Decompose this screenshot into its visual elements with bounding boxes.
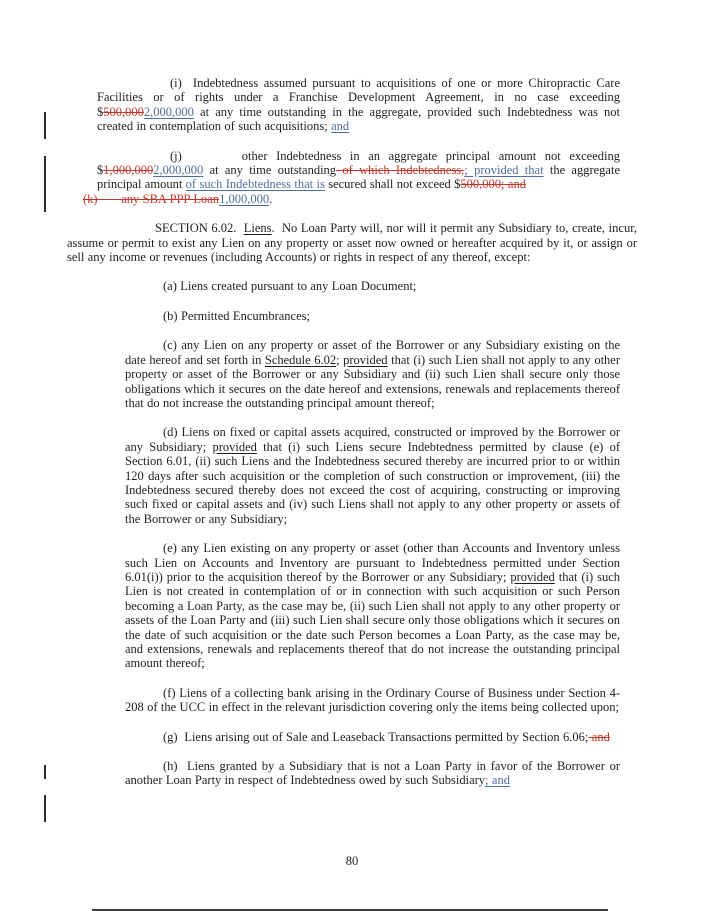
deleted-text: (k) any SBA PPP Loan <box>83 191 220 206</box>
change-bar <box>44 156 46 212</box>
text-run: at any time outstanding in the aggregate, provided such Indebtedness was not created in contemplation of such acquisitions; <box>97 104 620 134</box>
deleted-text: and <box>588 729 610 744</box>
section-6-02 <box>67 221 637 264</box>
text-run: that (i) such Lien shall not apply to any other property or asset of the Borrower or any Subsidiary and (ii) such Lien shall secure only those obligations which it secures on the date hereof and extensions, renewals and replacements thereof that do not increase the outstanding principal amount thereof; <box>125 352 621 410</box>
underlined-text: provided <box>510 569 555 584</box>
underlined-text: Liens <box>243 221 272 236</box>
clause-g <box>125 730 620 744</box>
clause-i <box>97 76 620 134</box>
change-bar <box>44 795 46 822</box>
text-run: (e) any Lien existing on any property or asset (other than Accounts and Inventory unless such Lien on Accounts and Inventory are pursuant to Indebtedness permitted under Section 6.01(i)) prior to the acquisition thereof by the Borrower or any Subsidiary; <box>125 541 620 584</box>
clause-d <box>125 425 620 526</box>
deleted-text: 500,000 <box>103 104 144 119</box>
text-run: at any time outstanding <box>203 163 337 178</box>
clause-c <box>125 338 620 410</box>
text-run: ; <box>336 352 344 367</box>
inserted-text: of such Indebtedness that is <box>185 177 325 192</box>
inserted-text: 2,000,000 <box>143 104 194 119</box>
document-content <box>67 76 637 803</box>
text-run: (a) Liens created pursuant to any Loan Document; <box>163 279 417 294</box>
clause-a <box>125 279 620 293</box>
clause-j <box>97 149 620 192</box>
clause-h <box>125 759 620 788</box>
text-run: (g) Liens arising out of Sale and Leaseback Transactions permitted by Section 6.06; <box>163 729 589 744</box>
text-run: (j) other Indebtedness in an aggregate principal amount not exceeding $ <box>97 148 620 178</box>
text-run: (i) Indebtedness assumed pursuant to acquisitions of one or more Chiropractic Care Facilities or of rights under a Franchise Development Agreement, in no case exceeding $ <box>97 76 620 119</box>
clause-f <box>125 686 620 715</box>
text-run: (c) any Lien on any property or asset of the Borrower or any Subsidiary existing on the date hereof and set forth in <box>125 338 620 367</box>
text-run: (b) Permitted Encumbrances; <box>163 308 310 323</box>
text-run: (f) Liens of a collecting bank arising in the Ordinary Course of Business under Section 4-208 of the UCC in effect in the relevant jurisdiction covering only the items being collected upon; <box>125 685 620 715</box>
underlined-text: provided <box>212 439 257 454</box>
inserted-text: 1,000,000 <box>219 191 270 206</box>
clause-e <box>125 541 620 671</box>
deleted-text: of which Indebtedness, <box>336 163 465 178</box>
change-bar <box>44 765 46 779</box>
underlined-text: provided <box>343 352 388 367</box>
text-run: secured shall not exceed $ <box>324 177 461 192</box>
clause-b <box>125 309 620 323</box>
inserted-text: ; provided that <box>464 163 544 178</box>
text-run: the aggregate principal amount <box>97 163 620 192</box>
clause-k-deleted <box>83 192 620 206</box>
text-run: SECTION 6.02. <box>155 221 244 236</box>
deleted-text: 1,000,000 <box>103 163 154 178</box>
text-run: that (i) such Liens secure Indebtedness permitted by clause (e) of Section 6.01, (ii) such Liens and the Indebtedness secured thereby are incurred prior to or within 120 days after such acquisition or the completion of such construction or improvement, (iii) the Indebtedness secured thereby does not exceed the cost of acquiring, constructing or improving such fixed or capital assets and (iv) such Liens shall not apply to any other property or assets of the Borrower or any Subsidiary; <box>125 439 620 526</box>
underlined-text: Schedule 6.02 <box>264 352 337 367</box>
change-bar <box>44 112 46 139</box>
deleted-text: 500,000; and <box>460 177 526 192</box>
text-run: (h) Liens granted by a Subsidiary that is not a Loan Party in favor of the Borrower or another Loan Party in respect of Indebtedness owed by such Subsidiary <box>125 759 620 788</box>
inserted-text: and <box>331 119 350 134</box>
inserted-text: 2,000,000 <box>153 163 204 178</box>
inserted-text: ; and <box>485 773 510 788</box>
text-run: that (i) such Lien is not created in contemplation of or in connection with such acquisition or such Person becoming a Loan Party, as the case may be, (ii) such Lien shall not apply to any other property or assets of the Loan Party and (iii) such Lien shall secure only those obligations which it secures on the date of such acquisition or the date such Person becomes a Loan Party, as the case may be, and extensions, renewals and replacements thereof that do not increase the outstanding principal amount thereof; <box>125 569 620 671</box>
text-run: . No Loan Party will, nor will it permit any Subsidiary to, create, incur, assume or permit to exist any Lien on any property or asset now owned or hereafter acquired by it, or assign or sell any income or revenues (including Accounts) or rights in respect of any thereof, except: <box>67 221 637 265</box>
text-run: (d) Liens on fixed or capital assets acquired, constructed or improved by the Borrower or any Subsidiary; <box>125 425 620 454</box>
text-run: . <box>269 191 273 206</box>
page-number: 80 <box>345 854 359 868</box>
